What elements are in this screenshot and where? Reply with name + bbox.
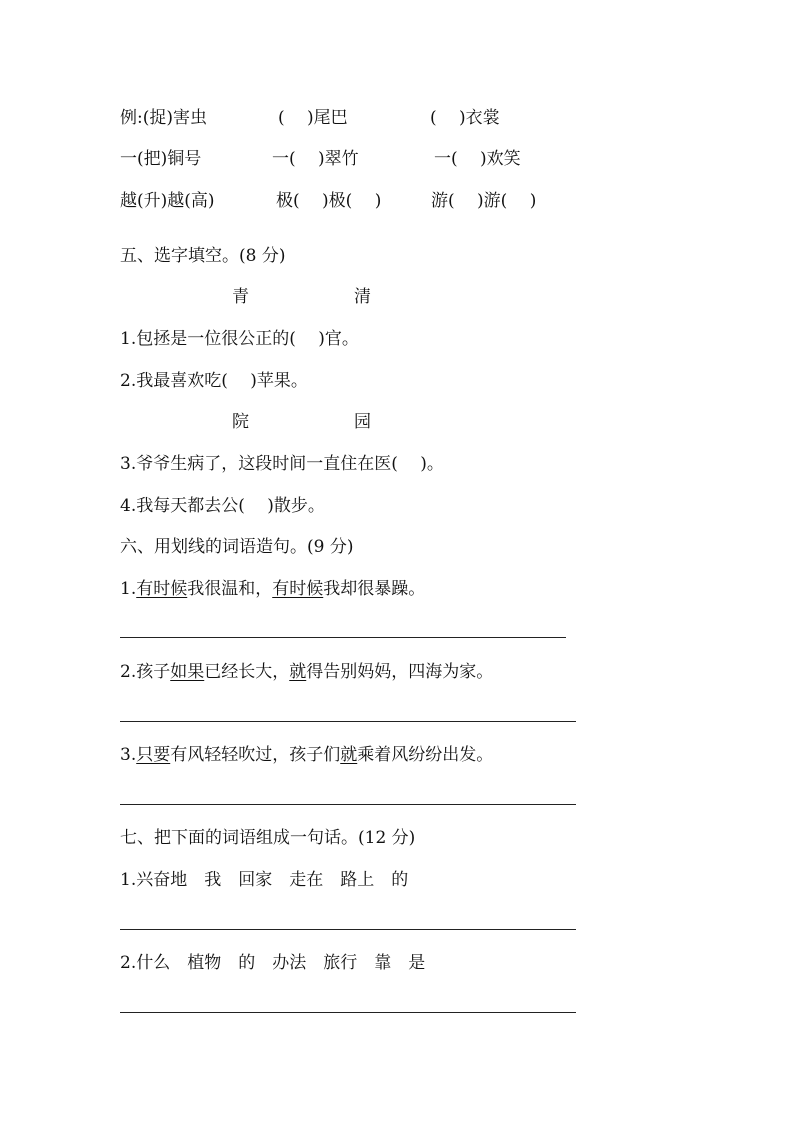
example-cell: 例:(捉)害虫 [120, 108, 207, 128]
choice-word: 园 [354, 412, 371, 432]
fill-blank-cell: 极( )极( ) [276, 191, 382, 211]
underlined-word: 就 [289, 662, 307, 682]
answer-line[interactable] [120, 1012, 576, 1013]
underlined-word: 有时候 [272, 579, 324, 599]
underlined-word: 如果 [170, 662, 205, 682]
sentence-text: 得告别妈妈，四海为家。 [306, 662, 494, 682]
question-number: 1. [120, 579, 137, 599]
fill-blank-cell: ( )尾巴 [278, 108, 348, 128]
question-7-1: 1.兴奋地 我 回家 走在 路上 的 [120, 870, 409, 890]
example-cell: 越(升)越(高) [120, 191, 215, 211]
question-6-3 [120, 745, 493, 765]
question-5-2: 2.我最喜欢吃( )苹果。 [120, 371, 308, 391]
sentence-text: 已经长大， [204, 662, 290, 682]
underlined-word: 只要 [136, 745, 171, 765]
sentence-text: 我很温和， [187, 579, 273, 599]
section-7-title: 七、把下面的词语组成一句话。(12 分) [120, 828, 416, 848]
question-6-2 [120, 662, 493, 682]
choice-word: 清 [354, 287, 371, 307]
sentence-text: 有风轻轻吹过，孩子们 [170, 745, 341, 765]
question-number: 3. [120, 745, 137, 765]
answer-line[interactable] [120, 721, 576, 722]
fill-blank-cell: 一( )欢笑 [434, 149, 521, 169]
question-5-1: 1.包拯是一位很公正的( )官。 [120, 329, 359, 349]
question-7-2: 2.什么 植物 的 办法 旅行 靠 是 [120, 953, 426, 973]
fill-blank-cell: 游( )游( ) [431, 191, 537, 211]
question-5-4: 4.我每天都去公( )散步。 [120, 496, 325, 516]
underlined-word: 就 [340, 745, 358, 765]
choice-word: 院 [232, 412, 249, 432]
answer-line[interactable] [120, 804, 576, 805]
section-6-title: 六、用划线的词语造句。(9 分) [120, 537, 354, 557]
fill-blank-cell: ( )衣裳 [430, 108, 500, 128]
answer-line[interactable] [120, 929, 576, 930]
sentence-text: 乘着风纷纷出发。 [357, 745, 494, 765]
sentence-text: 2.孩子 [120, 662, 171, 682]
question-6-1 [120, 579, 425, 599]
choice-word: 青 [232, 287, 249, 307]
answer-line[interactable] [120, 637, 566, 638]
section-5-title: 五、选字填空。(8 分) [120, 246, 286, 266]
fill-blank-cell: 一( )翠竹 [272, 149, 359, 169]
example-cell: 一(把)铜号 [120, 149, 202, 169]
question-5-3: 3.爷爷生病了，这段时间一直住在医( )。 [120, 454, 444, 474]
underlined-word: 有时候 [136, 579, 188, 599]
sentence-text: 我却很暴躁。 [323, 579, 426, 599]
